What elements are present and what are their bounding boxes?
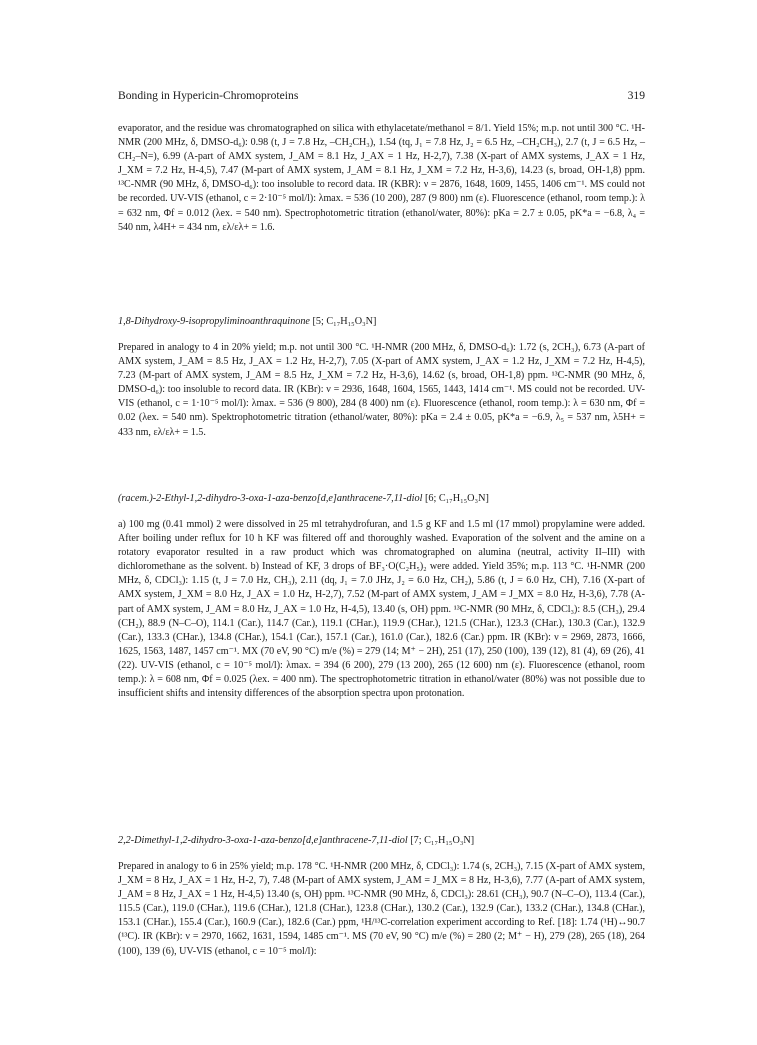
running-title: Bonding in Hypericin-Chromoproteins	[118, 89, 299, 102]
compound-7-formula: [7; C₁₇H₁₅O₃N]	[407, 835, 475, 846]
compound-6-formula: [6; C₁₇H₁₅O₃N]	[422, 493, 489, 504]
compound-6-name: (racem.)-2-Ethyl-1,2-dihydro-3-oxa-1-aza-benzo[d,e]anthracene-7,11-diol	[118, 493, 423, 504]
intro-paragraph: evaporator, and the residue was chromatographed on silica with ethylacetate/methanol = 8/1. Yield 15%; m.p. not until 300 °C. ¹H-NMR (200 MHz, δ, DMSO-d₆): 0.98 (t, J = 7.8 Hz, –CH₂CH₃), 1.54 (tq, J₁ = 7.8 Hz, J₂ = 6.5 Hz, –CH₂CH₃), 2.7 (t, J = 6.5 Hz, –CH₂–N=), 6.99 (A-part of AMX system, J_AM = 8.1 Hz, J_AX = 1 Hz, H-2,7), 7.38 (X-part of AMX systems, J_AX = 1 Hz, J_XM = 7.2 Hz, H-4,5), 7.47 (M-part of AMX system, J_AM = 8.1 Hz, J_XM = 7.2 Hz, H-3,6), 14.23 (s, broad, OH-1,8) ppm. ¹³C-NMR (90 MHz, δ, DMSO-d₆): too insoluble to record data. IR (KBR): ν = 2876, 1648, 1609, 1455, 1406 cm⁻¹. MS could not be recorded. UV-VIS (ethanol, c = 2·10⁻⁵ mol/l): λmax. = 536 (10 200), 287 (9 800) nm (ε). Fluorescence (ethanol, room temp.): λ = 632 nm, Φf = 0.012 (λex. = 540 nm). Spectrophotometric titration (ethanol/water, 80%): pKa = 2.7 ± 0.05, pK*a = −6.8, λ₄ = 540 nm, λ4H+ = 434 nm, ελ/ελ+ = 1.6.	[118, 123, 645, 233]
page-number: 319	[627, 89, 645, 102]
compound-6-heading	[118, 492, 645, 506]
compound-6-paragraph: a) 100 mg (0.41 mmol) 2 were dissolved in 25 ml tetrahydrofuran, and 1.5 g KF and 1.5 ml (17 mmol) propylamine were added. After boiling under reflux for 10 h KF was filtered off and thoroughly washed. Evaporation of the solvent and the amine on a rotatory evaporator resulted in a raw product which was chromatographed on alumina (neutral, activity II–III) with dichloromethane as the solvent. b) Instead of KF, 3 drops of BF₃·O(C₂H₅)₂ were added. Yield 35%; m.p. 113 °C. ¹H-NMR (200 MHz, δ, CDCl₃): 1.15 (t, J = 7.0 Hz, CH₃), 2.11 (dq, J₁ = 7.0 JHz, J₂ = 6.0 Hz, CH₂), 5.86 (t, J = 6.0 Hz, CH), 7.16 (X-part of AMX system, J_XM = 8.0 Hz, J_AX = 1.0 Hz, H-2,7), 7.52 (M-part of AMX system, J_AM = J_MX = 8.0 Hz, H-3,6), 7.78 (A-part of AMX system, J_AM = 8.0 Hz, J_AX = 1.0 Hz, H-4,5), 13.40 (s, OH) ppm. ¹³C-NMR (90 MHz, δ, CDCl₃): 8.5 (CH₃), 29.4 (CH₂), 88.9 (N–C–O), 114.1 (Car.), 114.7 (Car.), 119.1 (CHar.), 119.9 (CHar.), 121.5 (CHar.), 123.3 (CHar.), 130.3 (Car.), 132.9 (Car.), 133.3 (CHar.), 134.8 (CHar.), 154.1 (Car.), 157.1 (Car.), 161.0 (Car.), 182.6 (Car.) ppm. IR (KBr): ν = 2969, 2873, 1666, 1625, 1563, 1487, 1457 cm⁻¹. MX (70 eV, 90 °C) m/e (%) = 279 (14; M⁺ − 2H), 251 (17), 250 (100), 139 (12), 81 (4), 69 (26), 41 (22). UV-VIS (ethanol, c = 10⁻⁵ mol/l): λmax. = 394 (6 200), 279 (13 200), 265 (12 600) nm (ε). Fluorescence (ethanol, room temp.): λ = 608 nm, Φf = 0.025 (λex. = 400 nm). The spectrophotometric titration in ethanol/water (80%) was not possible due to insufficient shifts and intensity differences of the absorption spectra upon protonation.	[118, 519, 645, 700]
compound-5-formula: [5; C₁₇H₁₅O₃N]	[309, 316, 377, 327]
compound-6-section	[118, 492, 645, 701]
compound-5-paragraph: Prepared in analogy to 4 in 20% yield; m.p. not until 300 °C. ¹H-NMR (200 MHz, δ, DMSO-d₆): 1.72 (s, 2CH₃), 6.73 (A-part of AMX system, J_AM = 8.5 Hz, J_AX = 1.2 Hz, H-2,7), 7.05 (X-part of AMX system, J_AX = 1.2 Hz, J_XM = 7.2 Hz, H-4,5), 7.23 (M-part of AMX system, J_AM = 8.5 Hz, J_XM = 7.2 Hz, H-3,6), 14.62 (s, broad, OH-1,8) ppm. ¹³C-NMR (90 MHz, δ, DMSO-d₆): too insoluble to record data. IR (KBr): ν = 2936, 1648, 1604, 1565, 1443, 1414 cm⁻¹. MS could not be recorded. UV-VIS (ethanol, c = 1·10⁻⁵ mol/l): λmax. = 536 (9 800), 284 (8 400) nm (ε). Fluorescence (ethanol, room temp.): λ = 630 nm, Φf = 0.02 (λex. = 540 nm). Spektrophotometric titration (ethanol/water, 80%): pKa = 2.4 ± 0.05, pK*a = −6.9, λ₅ = 537 nm, λ5H+ = 433 nm, ελ/ελ+ = 1.5.	[118, 342, 645, 438]
compound-5-section	[118, 315, 645, 440]
intro-paragraph-block	[118, 122, 645, 235]
compound-5-name: 1,8-Dihydroxy-9-isopropyliminoanthraquinone	[118, 316, 310, 327]
running-header	[118, 88, 645, 104]
compound-5-heading	[118, 315, 645, 329]
compound-7-heading	[118, 834, 645, 848]
compound-7-paragraph: Prepared in analogy to 6 in 25% yield; m.p. 178 °C. ¹H-NMR (200 MHz, δ, CDCl₃): 1.74 (s, 2CH₃), 7.15 (X-part of AMX system, J_XM = 8 Hz, J_AX = 1 Hz, H-2, 7), 7.48 (M-part of AMX system, J_AM = J_MX = 8 Hz, H-3,6), 7.77 (A-part of AMX system, J_AM = 8 Hz, J_AX = 1 Hz, H-4,5) 13.40 (s, OH) ppm. ¹³C-NMR (90 MHz, δ, CDCl₃): 28.61 (CH₃), 90.7 (N–C–O), 113.4 (Car.), 115.5 (Car.), 119.0 (CHar.), 119.6 (CHar.), 121.8 (CHar.), 123.8 (CHar.), 130.2 (Car.), 132.9 (Car.), 133.2 (CHar.), 134.8 (CHar.), 153.1 (CHar.), 155.4 (Car.), 160.9 (Car.), 182.6 (Car.) ppm, ¹H/¹³C-correlation experiment according to Ref. [18]: 1.74 (¹H)↔90.7 (¹³C). IR (KBr): ν = 2970, 1662, 1631, 1594, 1485 cm⁻¹. MS (70 eV, 90 °C) m/e (%) = 280 (2; M⁺ − H), 279 (28), 265 (18), 264 (100), 139 (6), UV-VIS (ethanol, c = 10⁻⁵ mol/l):	[118, 861, 645, 957]
compound-7-section	[118, 834, 645, 959]
compound-7-name: 2,2-Dimethyl-1,2-dihydro-3-oxa-1-aza-benzo[d,e]anthracene-7,11-diol	[118, 835, 408, 846]
